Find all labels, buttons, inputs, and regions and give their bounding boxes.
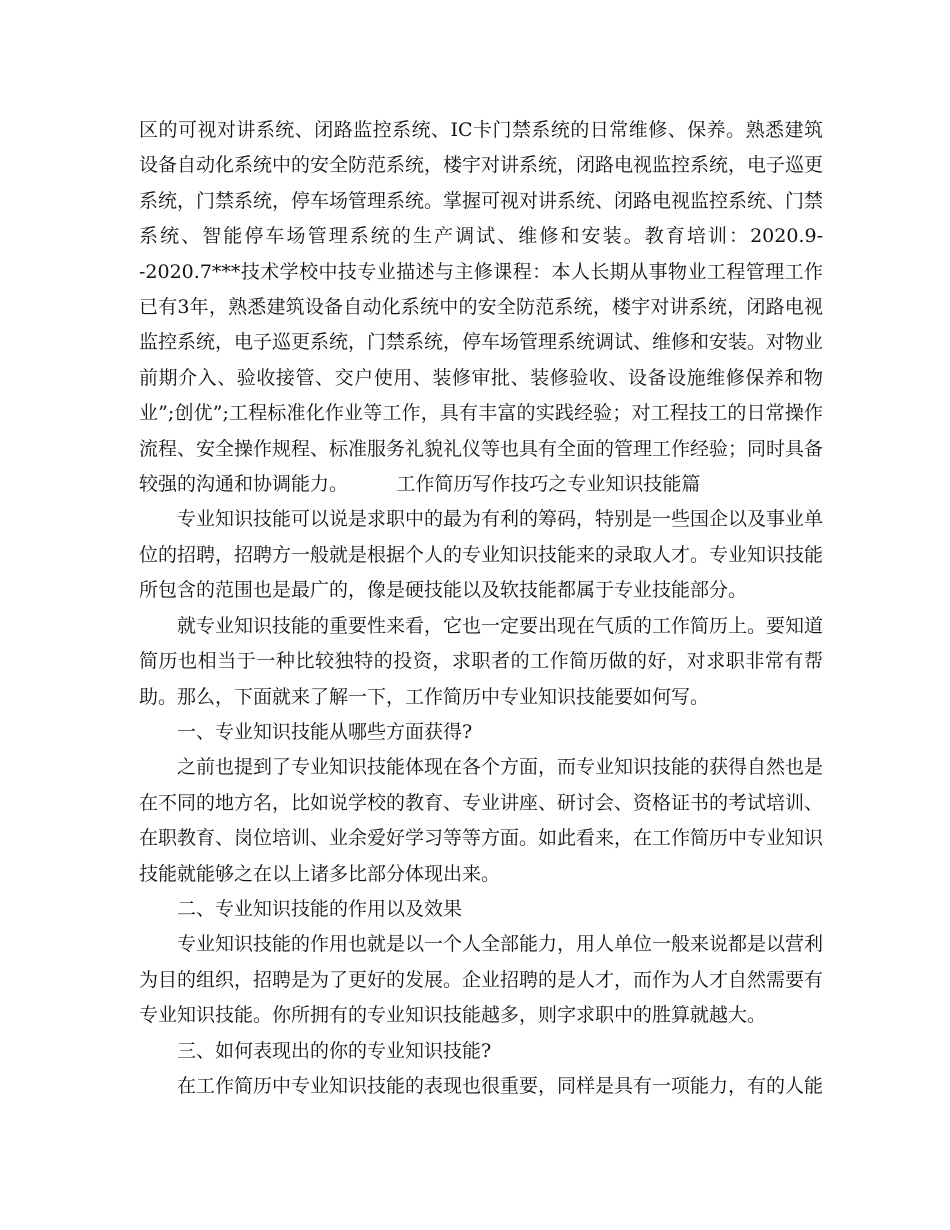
heading-1: 一、专业知识技能从哪些方面获得? — [177, 720, 473, 743]
paragraph-3: 之前也提到了专业知识技能体现在各个方面，而专业知识技能的获得自然也是在不同的地方名，比如说学校的教育、专业讲座、研讨会、资格证书的考试培训、在职教育、岗位培训、业余爱好学习等等方面。如此看来，在工作简历中专业知识技能就能够之在以上诸多比部分体现出来。 — [139, 756, 824, 885]
section-title: 工作简历写作技巧之专业知识技能篇 — [396, 473, 701, 496]
paragraph-2: 就专业知识技能的重要性来看，它也一定要出现在气质的工作简历上。要知道简历也相当于一种比较独特的投资，求职者的工作简历做的好，对求职非常有帮助。那么，下面就来了解一下，工作简历中专业知识技能要如何写。 — [139, 614, 824, 708]
paragraph-5: 在工作简历中专业知识技能的表现也很重要，同样是具有一项能力，有的人能 — [177, 1074, 824, 1097]
paragraph-work-experience — [139, 113, 823, 502]
paragraph-1: 专业知识技能可以说是求职中的最为有利的筹码，特别是一些国企以及事业单位的招聘，招聘方一般就是根据个人的专业知识技能来的录取人才。专业知识技能所包含的范围也是最广的，像是硬技能以及软技能都属于专业技能部分。 — [139, 508, 824, 602]
heading-3: 三、如何表现出的你的专业知识技能? — [177, 1039, 492, 1062]
paragraph-work-experience-text: 区的可视对讲系统、闭路监控系统、IC卡门禁系统的日常维修、保养。熟悉建筑设备自动化系统中的安全防范系统，楼宇对讲系统，闭路电视监控系统，电子巡更系统，门禁系统，停车场管理系统。掌握可视对讲系统、闭路电视监控系统、门禁系统、智能停车场管理系统的生产调试、维修和安装。教育培训：2020.9--2020.7***技术学校中技专业描述与主修课程：本人长期从事物业工程管理工作已有3年，熟悉建筑设备自动化系统中的安全防范系统，楼宇对讲系统，闭路电视监控系统，电子巡更系统，门禁系统，停车场管理系统调试、维修和安装。对物业前期介入、验收接管、交户使用、装修审批、装修验收、设备设施维修保养和物业”;创优”;工程标准化作业等工作，具有丰富的实践经验；对工程技工的日常操作流程、安全操作规程、标准服务礼貌礼仪等也具有全面的管理工作经验；同时具备较强的沟通和协调能力。 — [139, 119, 824, 496]
heading-2: 二、专业知识技能的作用以及效果 — [177, 897, 463, 920]
paragraph-4: 专业知识技能的作用也就是以一个人全部能力，用人单位一般来说都是以营利为目的组织，招聘是为了更好的发展。企业招聘的是人才，而作为人才自然需要有专业知识技能。你所拥有的专业知识技能越多，则字求职中的胜算就越大。 — [139, 933, 824, 1027]
document-body — [139, 113, 823, 1104]
